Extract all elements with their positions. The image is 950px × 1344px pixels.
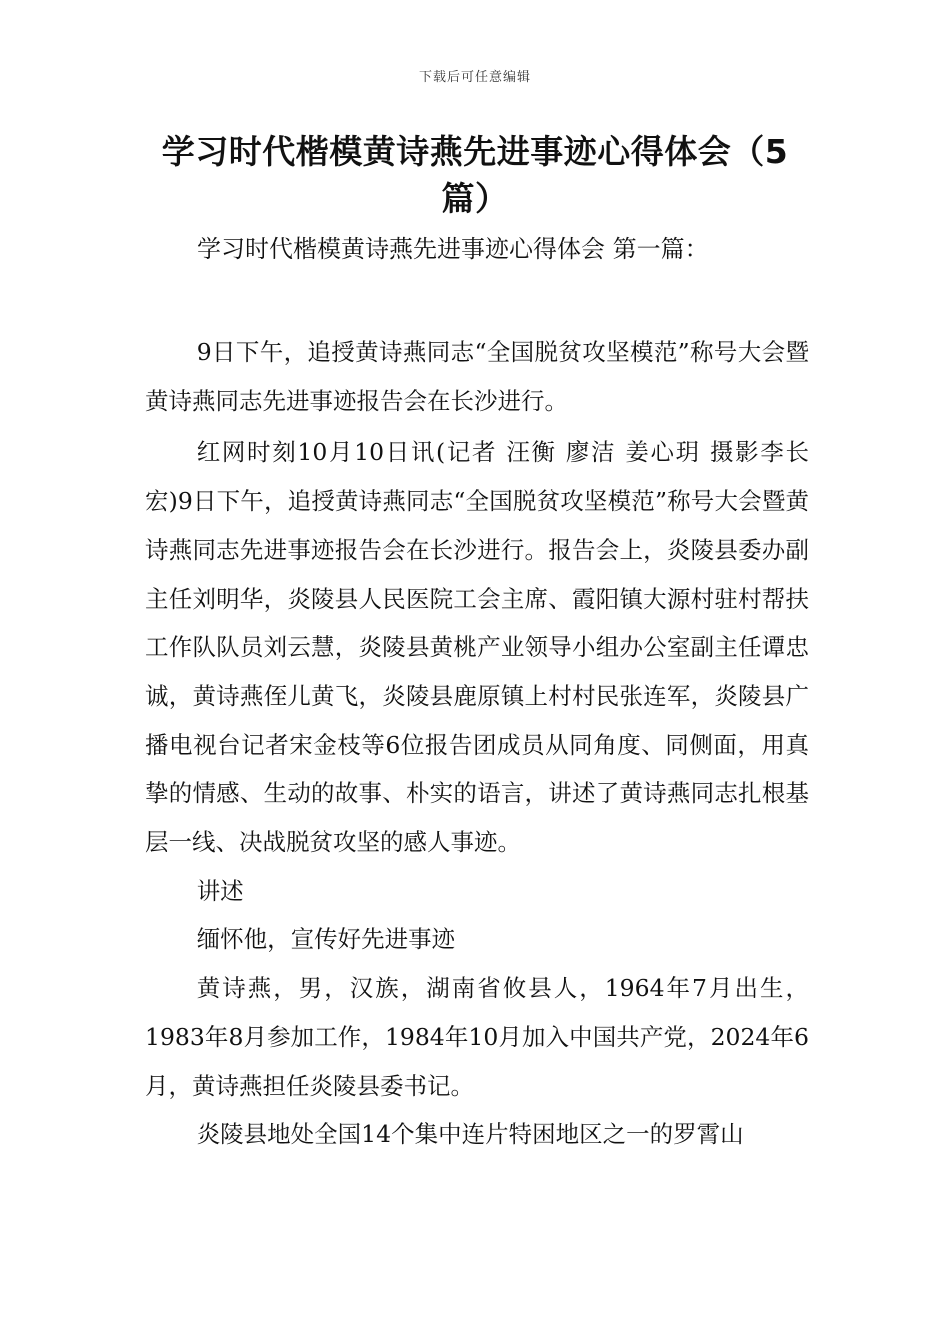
header-note: 下载后可任意编辑 bbox=[418, 70, 531, 85]
article-body bbox=[145, 328, 809, 1159]
title-line-2: 篇） bbox=[441, 179, 509, 218]
paragraph: 红网时刻10月10日讯(记者 汪衡 廖洁 姜心玥 摄影李长宏)9日下午，追授黄诗燕同志“全国脱贫攻坚模范”称号大会暨黄诗燕同志先进事迹报告会在长沙进行。报告会上，炎陵县委办副主任刘明华，炎陵县人民医院工会主席、霞阳镇大源村驻村帮扶工作队队员刘云慧，炎陵县黄桃产业领导小组办公室副主任谭忠诚，黄诗燕侄儿黄飞，炎陵县鹿原镇上村村民张连军，炎陵县广播电视台记者宋金枝等6位报告团成员从同角度、同侧面，用真挚的情感、生动的故事、朴实的语言，讲述了黄诗燕同志扎根基层一线、决战脱贫攻坚的感人事迹。 bbox=[145, 438, 809, 857]
paragraph: 缅怀他，宣传好先进事迹 bbox=[196, 925, 456, 954]
paragraph: 9日下午，追授黄诗燕同志“全国脱贫攻坚模范”称号大会暨黄诗燕同志先进事迹报告会在长沙进行。 bbox=[145, 338, 809, 415]
title-line-1: 学习时代楷模黄诗燕先进事迹心得体会（5 bbox=[161, 132, 789, 171]
document-title bbox=[140, 128, 810, 222]
paragraph: 黄诗燕，男，汉族，湖南省攸县人，1964年7月出生，1983年8月参加工作，1984年10月加入中国共产党，2024年6月，黄诗燕担任炎陵县委书记。 bbox=[145, 974, 809, 1100]
paragraph: 讲述 bbox=[196, 876, 244, 905]
paragraph: 炎陵县地处全国14个集中连片特困地区之一的罗霄山 bbox=[196, 1120, 744, 1149]
section-subtitle: 学习时代楷模黄诗燕先进事迹心得体会 第一篇： bbox=[197, 235, 709, 263]
